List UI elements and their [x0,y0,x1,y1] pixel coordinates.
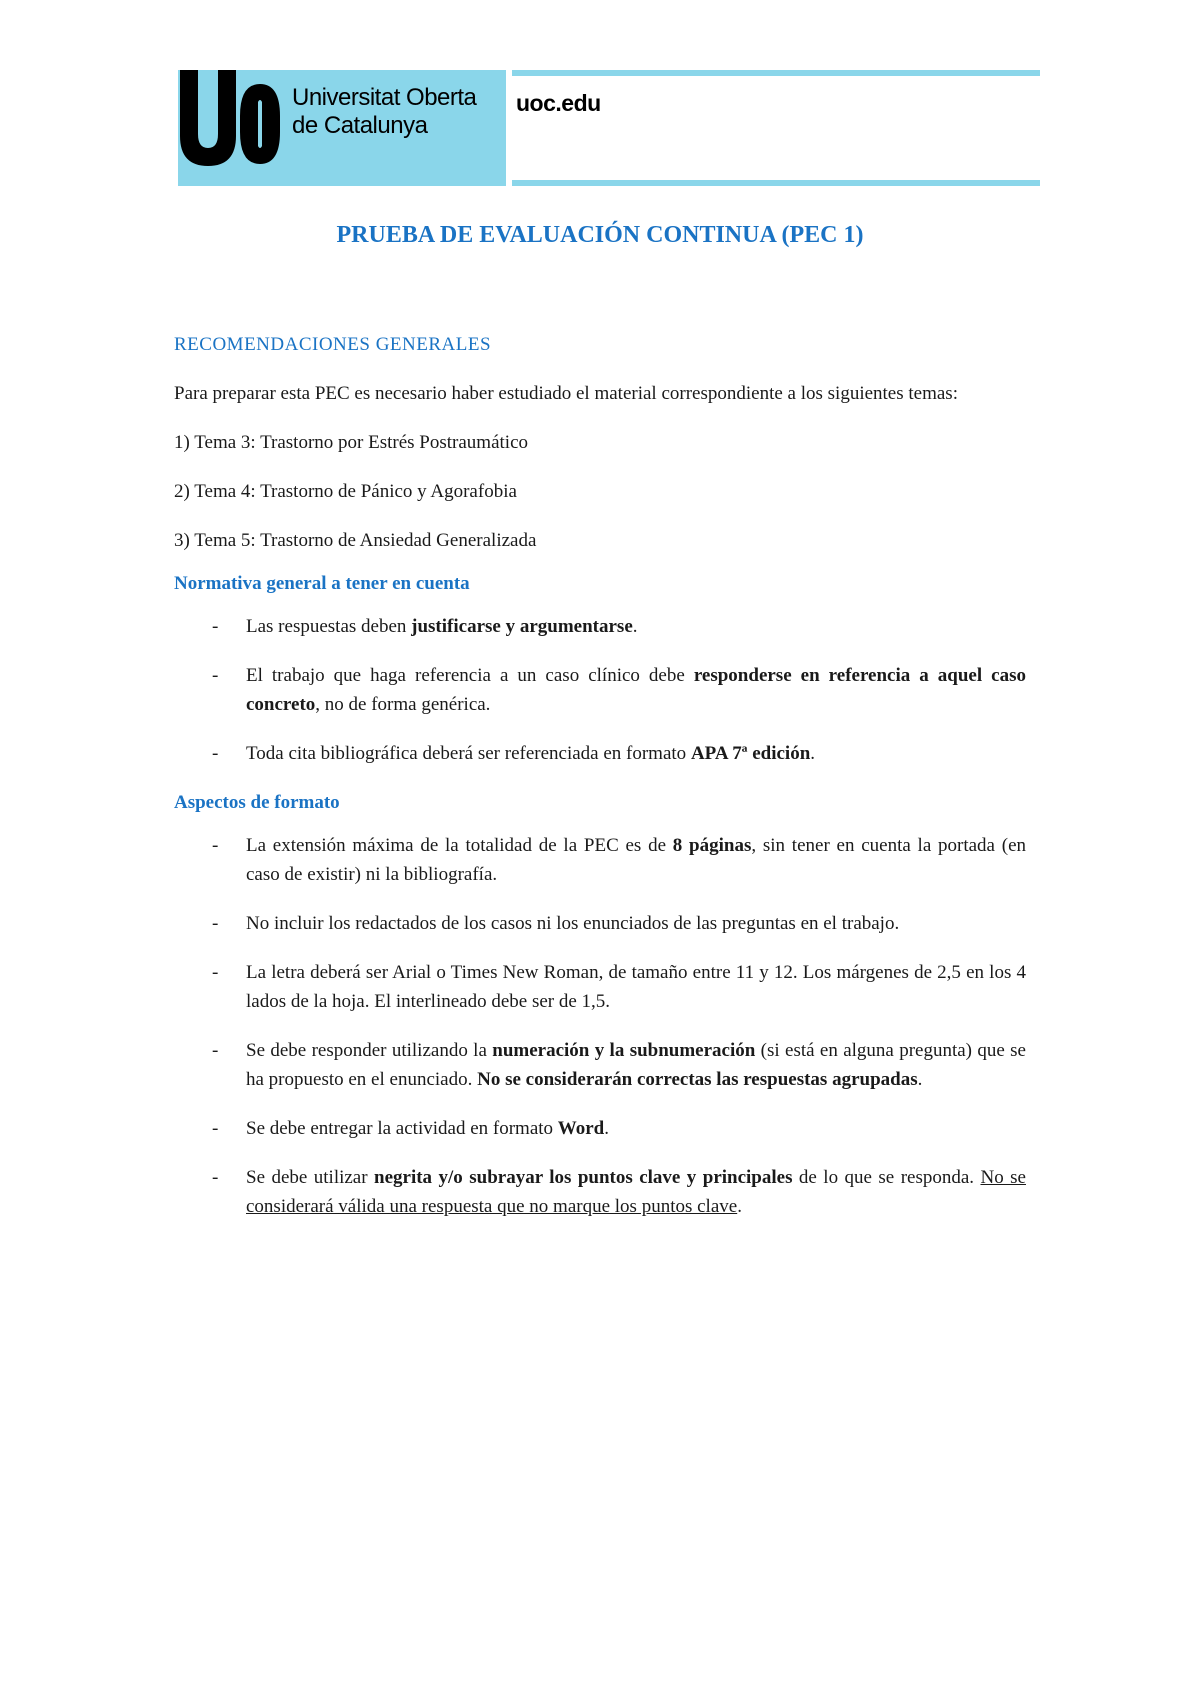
bold-run: responderse en referencia a aquel caso concreto [246,665,1026,715]
formato-list [174,831,1026,1221]
normativa-heading: Normativa general a tener en cuenta [174,573,470,594]
text-run: Se debe responder utilizando la [246,1040,493,1061]
text-run: El trabajo que haga referencia a un caso clínico debe [246,665,694,686]
intro-paragraph: Para preparar esta PEC es necesario haber estudiado el material correspondiente a los siguientes temas: [174,383,958,404]
list-item [174,1163,1026,1221]
formato-heading: Aspectos de formato [174,792,340,813]
text-run: Las respuestas deben [246,616,412,637]
text-run: , no de forma genérica. [315,694,491,715]
bold-run: No se considerarán correctas las respuestas agrupadas [477,1069,918,1090]
bold-run: Word [557,1118,605,1139]
text-run: . [917,1069,923,1090]
text-run: , sin tener en cuenta la portada (en caso de existir) ni la bibliografía. [246,835,1027,885]
list-item [174,831,1026,889]
text-run: Toda cita bibliográfica deberá ser referenciada en formato [246,743,691,764]
uoc-logo [178,70,506,186]
text-run: de lo que se responda. [792,1167,981,1188]
text-run: No incluir los redactados de los casos ni los enunciados de las preguntas en el trabajo. [246,913,900,934]
bold-run: numeración y la subnumeración [492,1040,756,1061]
list-item [174,1036,1026,1094]
bold-run: 8 páginas [672,835,752,856]
list-item [174,909,1026,938]
text-run: . [737,1196,742,1217]
list-item [174,612,1026,641]
logo-line-1: Universitat Oberta [292,84,477,111]
underlined-run: No se considerará válida una respuesta que no marque los puntos clave [246,1167,1026,1217]
logo-line-2: de Catalunya [292,112,428,139]
banner-right [512,70,1040,186]
dash-bullet: - [212,1118,219,1139]
list-item [174,1114,1026,1143]
normativa-list [174,612,1026,768]
bold-run: APA 7ª edición [690,743,811,764]
text-run: La extensión máxima de la totalidad de la PEC es de [246,835,673,856]
document-body [174,330,1026,1241]
dash-bullet: - [212,962,219,983]
dash-bullet: - [212,913,219,934]
header-banner [178,70,1040,186]
bold-run: justificarse y argumentarse [411,616,633,637]
bold-run: negrita y/o subrayar los puntos clave y principales [374,1167,793,1188]
text-run: Se debe entregar la actividad en formato [246,1118,558,1139]
dash-bullet: - [212,1040,219,1061]
text-run: Se debe utilizar [246,1167,375,1188]
recomendaciones-heading: RECOMENDACIONES GENERALES [174,334,492,355]
text-run: (si está en alguna pregunta) que se ha propuesto en el enunciado. [246,1040,1026,1090]
tema-item: 1) Tema 3: Trastorno por Estrés Postraumático [174,432,529,453]
domain-link: uoc.edu [516,90,601,116]
text-run: . [632,616,638,637]
uoc-logo-mark [178,70,282,186]
tema-item: 3) Tema 5: Trastorno de Ansiedad Generalizada [174,530,537,551]
tema-item: 2) Tema 4: Trastorno de Pánico y Agorafobia [174,481,517,502]
list-item [174,661,1026,719]
text-run: . [604,1118,609,1139]
page-title: PRUEBA DE EVALUACIÓN CONTINUA (PEC 1) [336,222,864,248]
dash-bullet: - [212,616,219,637]
dash-bullet: - [212,1167,219,1188]
dash-bullet: - [212,743,219,764]
university-name [292,84,476,140]
banner-inner [512,76,1040,180]
dash-bullet: - [212,665,219,686]
dash-bullet: - [212,835,219,856]
list-item [174,958,1026,1016]
list-item [174,739,1026,768]
text-run: . [810,743,816,764]
text-run: La letra deberá ser Arial o Times New Roman, de tamaño entre 11 y 12. Los márgenes de 2,5 en los 4 lados de la hoja. El interlineado debe ser de 1,5. [246,962,1026,1012]
